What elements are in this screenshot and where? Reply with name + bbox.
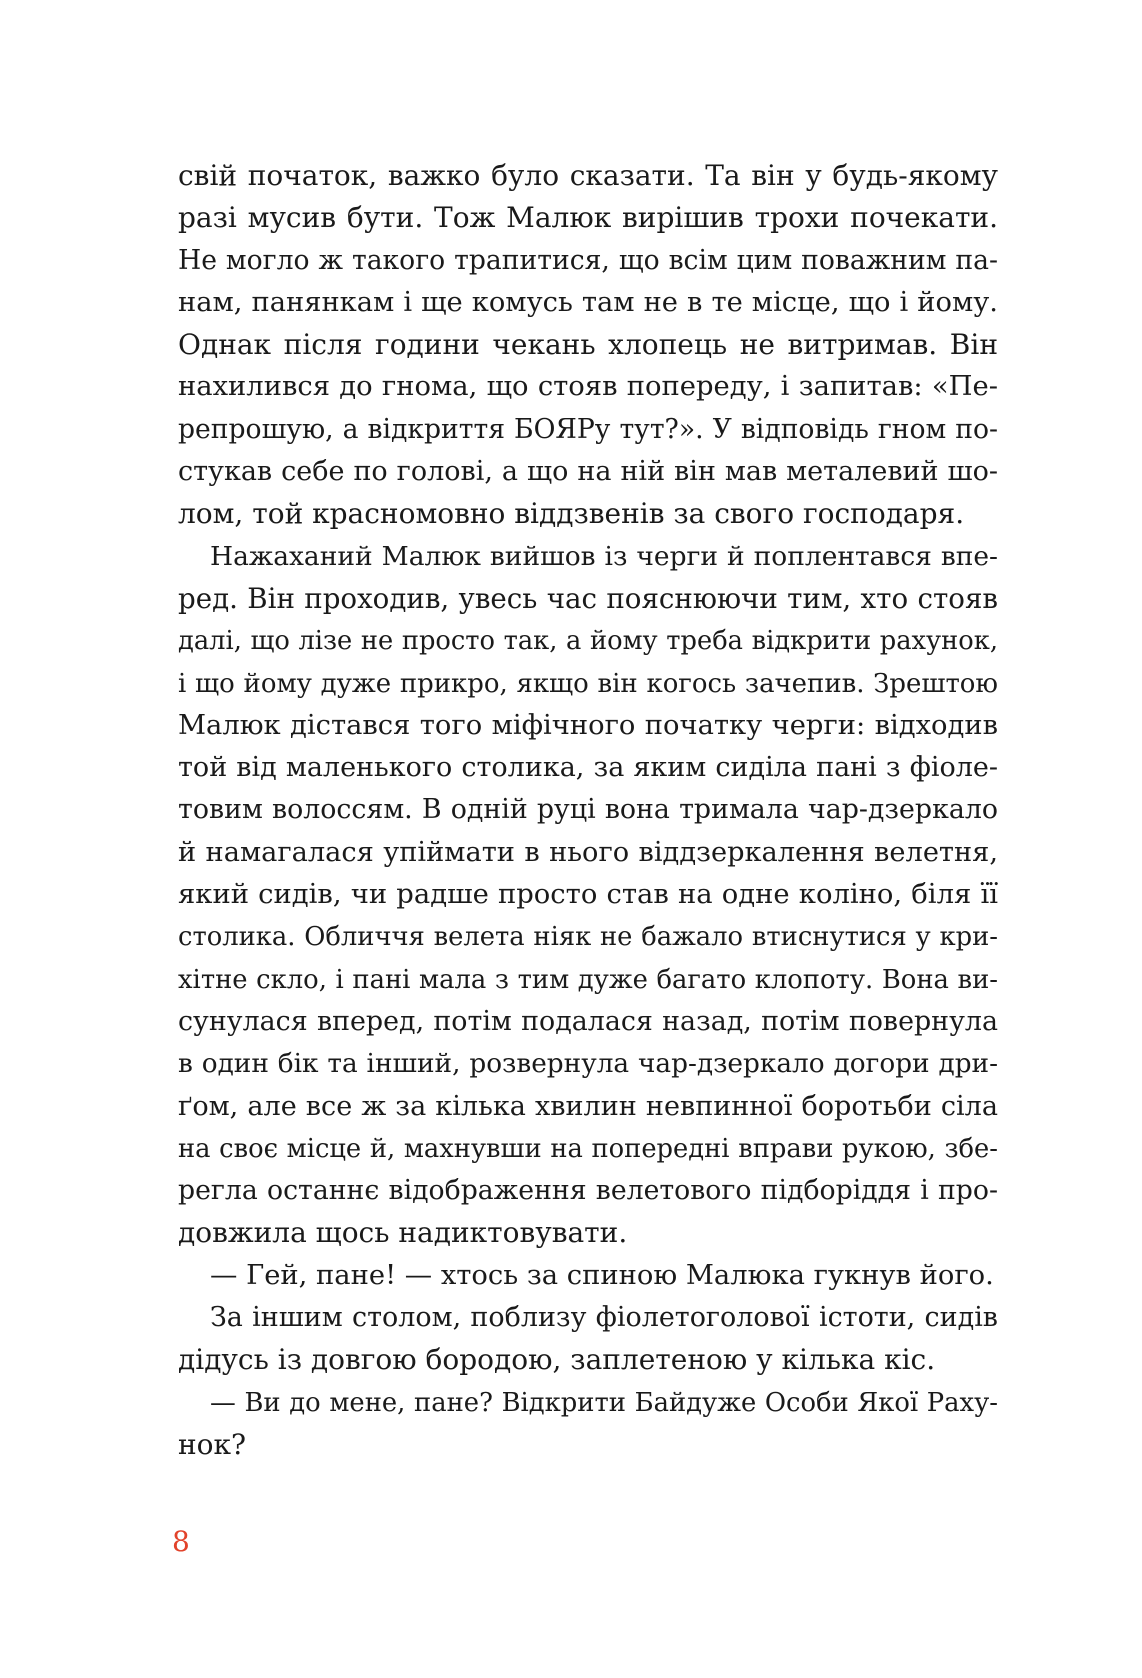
text-line: той від маленького столика, за яким сиділа пані з фіоле- xyxy=(178,752,998,784)
text-line: і що йому дуже прикро, якщо він когось зачепив. Зрештою xyxy=(178,668,998,699)
text-line: За іншим столом, поблизу фіолетоголової істоти, сидів xyxy=(210,1302,998,1334)
text-line: й намагалася упіймати в нього віддзеркалення велетня, xyxy=(178,836,998,868)
body-text xyxy=(178,155,998,1466)
text-line: Не могло ж такого трапитися, що всім цим поважним па- xyxy=(178,244,998,276)
text-line: товим волоссям. В одній руці вона тримала чар-дзеркало xyxy=(178,794,998,826)
text-line: в один бік та інший, розвернула чар-дзеркало догори дри- xyxy=(178,1049,998,1080)
text-line: ґом, але все ж за кілька хвилин невпинної боротьби сіла xyxy=(178,1090,998,1122)
text-line: який сидів, чи радше просто став на одне коліно, біля її xyxy=(178,879,998,911)
text-line: сунулася вперед, потім подалася назад, потім повернула xyxy=(178,1005,998,1037)
text-line: свій початок, важко було сказати. Та він у будь-якому xyxy=(178,159,998,192)
text-line: дідусь із довгою бородою, заплетеною у кілька кіс. xyxy=(178,1343,936,1377)
text-line: нам, панянкам і ще комусь там не в те місце, що і йому. xyxy=(178,286,998,318)
text-line: довжила щось надиктовувати. xyxy=(178,1216,628,1250)
text-line: хітне скло, і пані мала з тим дуже багато клопоту. Вона ви- xyxy=(178,964,998,995)
text-line: нок? xyxy=(178,1427,247,1461)
text-line: на своє місце й, махнувши на попередні вправи рукою, збе- xyxy=(178,1133,998,1164)
text-line: — Ви до мене, пане? Відкрити Байдуже Особи Якої Раху- xyxy=(210,1387,998,1418)
page-number: 8 xyxy=(172,1525,190,1558)
text-line: нахилився до гнома, що стояв попереду, і запитав: «Пе- xyxy=(178,371,998,403)
text-line: регла останнє відображення велетового підборіддя і про- xyxy=(178,1175,998,1207)
text-line: столика. Обличчя велета ніяк не бажало втиснутися у кри- xyxy=(178,922,998,953)
text-line: лом, той красномовно віддзвенів за свого господаря. xyxy=(178,497,965,531)
text-line: стукав себе по голові, а що на ній він мав металевий шо- xyxy=(178,456,998,488)
text-line: — Гей, пане! — хтось за спиною Малюка гукнув його. xyxy=(210,1259,994,1291)
text-line: Малюк дістався того міфічного початку черги: відходив xyxy=(178,709,998,741)
text-line: Однак після години чекань хлопець не витримав. Він xyxy=(178,328,998,362)
text-line: далі, що лізе не просто так, а йому треба відкрити рахунок, xyxy=(178,626,998,657)
text-line: Нажаханий Малюк вийшов із черги й поплентався впе- xyxy=(210,540,998,572)
text-line: ред. Він проходив, увесь час пояснюючи тим, хто стояв xyxy=(178,581,998,615)
text-line: разі мусив бути. Тож Малюк вирішив трохи почекати. xyxy=(178,201,998,235)
text-line: репрошую, а відкриття БОЯРу тут?». У відповідь гном по- xyxy=(178,413,998,445)
